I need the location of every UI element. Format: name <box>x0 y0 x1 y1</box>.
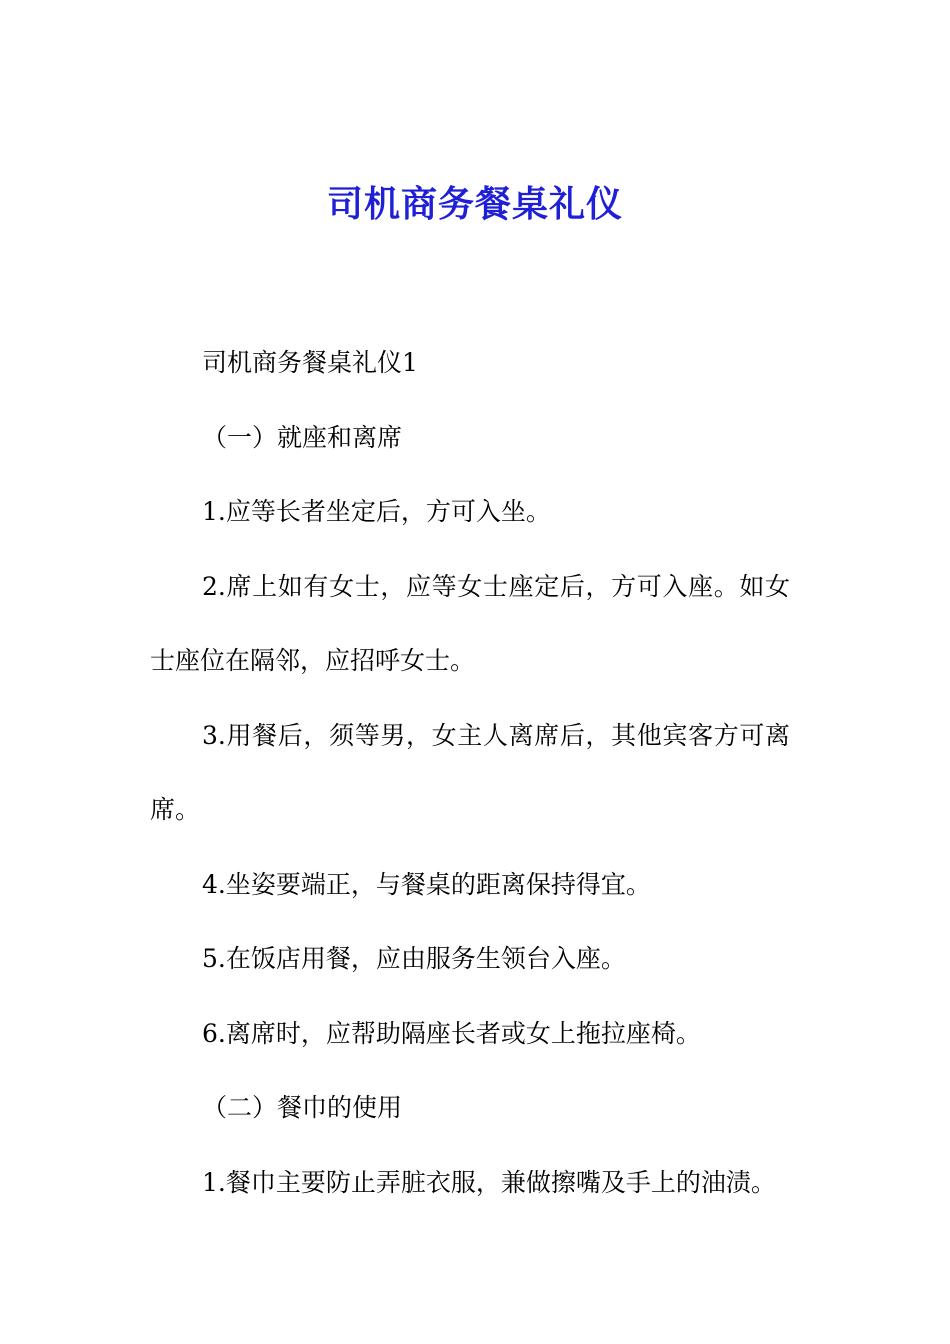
paragraph-item: 4.坐姿要端正，与餐桌的距离保持得宜。 <box>202 869 651 899</box>
paragraph-item: 1.餐巾主要防止弄脏衣服，兼做擦嘴及手上的油渍。 <box>202 1167 776 1197</box>
paragraph-item: 6.离席时，应帮助隔座长者或女上拖拉座椅。 <box>202 1018 701 1048</box>
document-title: 司机商务餐桌礼仪 <box>326 183 623 225</box>
paragraph-item: 2.席上如有女士，应等女士座定后，方可入座。如女士座位在隔邻，应招呼女士。 <box>150 571 790 675</box>
document-body <box>150 326 790 1220</box>
paragraph-item: 5.在饭店用餐，应由服务生领台入座。 <box>202 944 626 973</box>
paragraph-subheading-seating: （一）就座和离席 <box>202 422 403 452</box>
paragraph-section-heading: 司机商务餐桌礼仪1 <box>202 348 418 377</box>
paragraph-item: 3.用餐后，须等男，女主人离席后，其他宾客方可离席。 <box>150 720 790 824</box>
paragraph-item: 1.应等长者坐定后，方可入坐。 <box>202 497 551 526</box>
paragraph-subheading-napkin: （二）餐巾的使用 <box>202 1093 403 1122</box>
